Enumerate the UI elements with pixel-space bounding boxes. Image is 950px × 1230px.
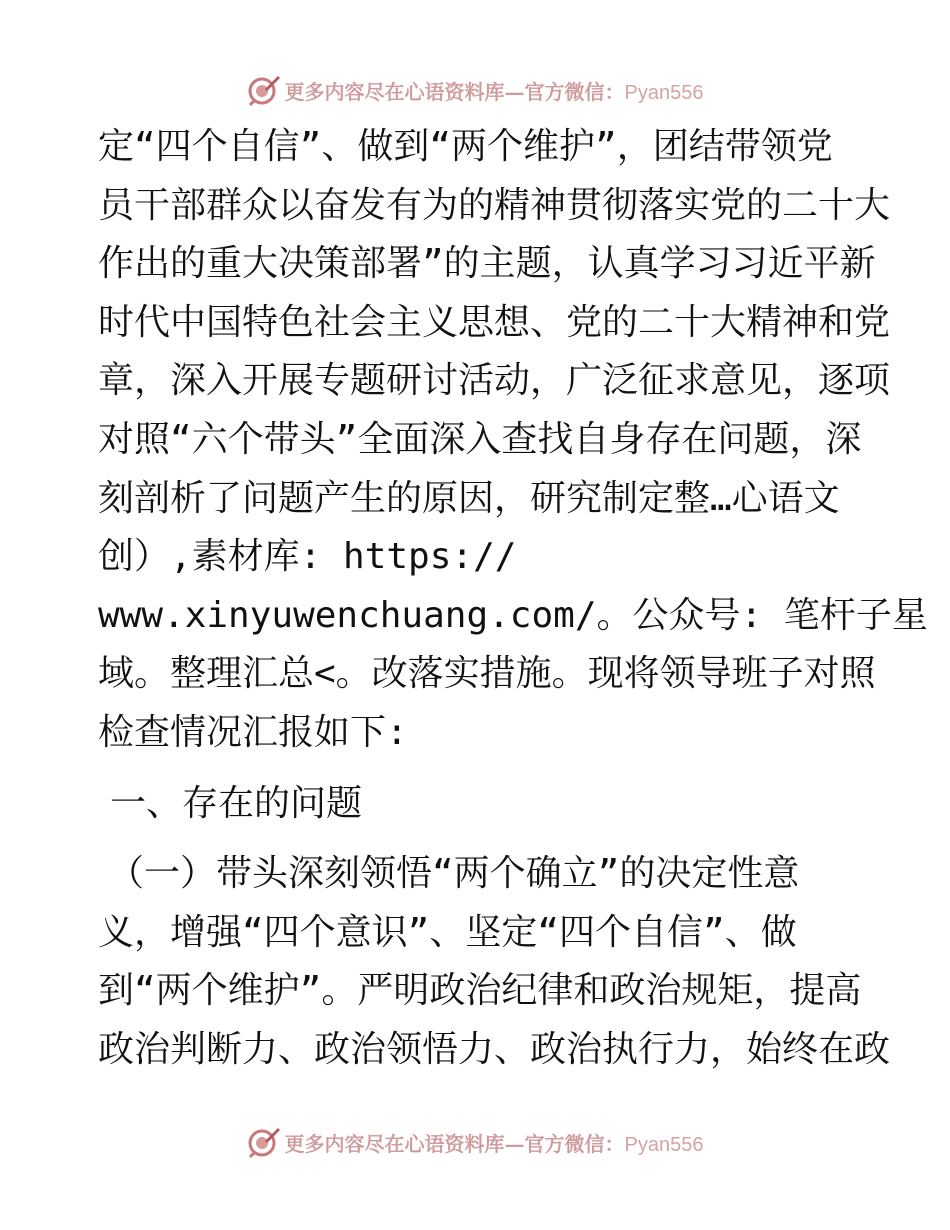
body-line: www.xinyuwenchuang.com/。公众号: 笔杆子星: [98, 594, 928, 636]
header-banner: [0, 70, 950, 110]
quill-seal-icon: [247, 1125, 281, 1159]
body-line: 检查情况汇报如下:: [98, 711, 408, 753]
banner-text: [285, 1128, 704, 1157]
subsection-line: （一）带头深刻领悟“两个确立”的决定性意: [108, 853, 800, 895]
body-line: 刻剖析了问题产生的原因，研究制定整…心语文: [98, 477, 840, 519]
banner-wechat-id: Pyan556: [624, 1133, 704, 1156]
body-line: 创）,素材库: https://: [98, 536, 517, 578]
banner-wechat-id: Pyan556: [624, 81, 704, 104]
body-line: 时代中国特色社会主义思想、党的二十大精神和党: [98, 301, 891, 343]
subsection-line: 政治判断力、政治领悟力、政治执行力，始终在政: [98, 1028, 891, 1070]
body-line: 作出的重大决策部署”的主题，认真学习习近平新: [98, 243, 876, 285]
banner-text: [285, 76, 704, 105]
document-body: [98, 118, 928, 1080]
banner-label: 更多内容尽在心语资料库—官方微信：: [284, 79, 625, 104]
body-line: 员干部群众以奋发有为的精神贯彻落实党的二十大: [98, 184, 891, 226]
body-line: 域。整理汇总<。改落实措施。现将领导班子对照: [98, 653, 876, 695]
subsection-line: 义，增强“四个意识”、坚定“四个自信”、做: [98, 911, 797, 953]
body-line: 章，深入开展专题研讨活动，广泛征求意见，逐项: [98, 360, 891, 402]
footer-banner: [0, 1122, 950, 1162]
subsection-line: 到“两个维护”。严明政治纪律和政治规矩，提高: [98, 970, 862, 1012]
body-line: 定“四个自信”、做到“两个维护”，团结带领党: [98, 126, 833, 167]
body-line: 对照“六个带头”全面深入查找自身存在问题，深: [98, 418, 862, 460]
section-heading: 一、存在的问题: [110, 782, 363, 824]
quill-seal-icon: [247, 73, 281, 107]
banner-label: 更多内容尽在心语资料库—官方微信：: [284, 1131, 625, 1156]
